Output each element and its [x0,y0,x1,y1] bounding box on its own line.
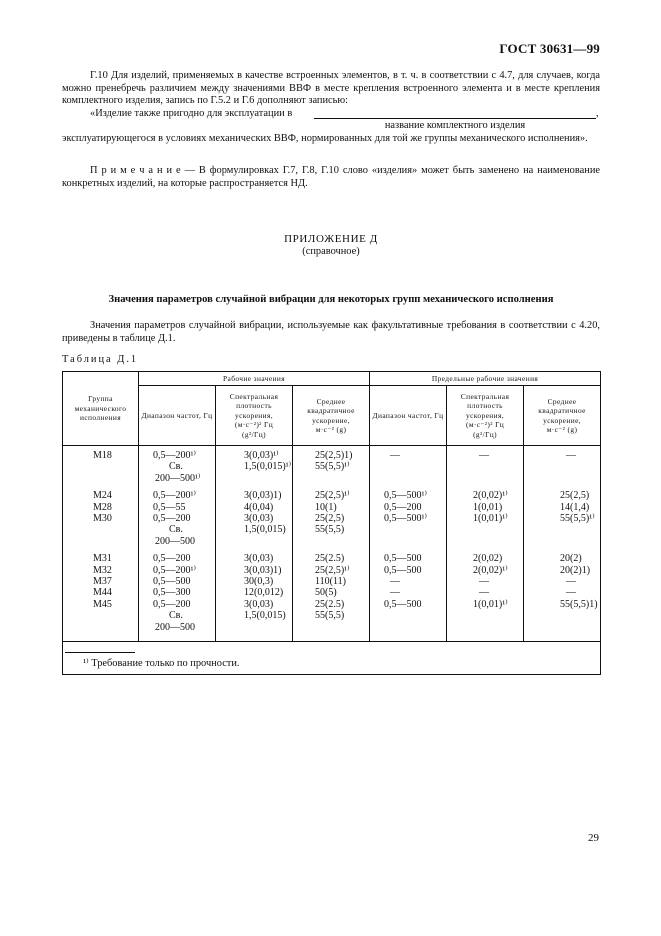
note-label: П р и м е ч а н и е [90,165,181,176]
annex-subtitle: (справочное) [302,246,360,257]
col-header-limit: Предельные рабочие значения [370,372,601,386]
cell-limit-freq-range: 0,5—500¹⁾ [370,490,447,501]
cell-limit-spectral: — [447,576,524,587]
note-paragraph [62,165,600,190]
cell-limit-rms: — [524,587,601,598]
annex-intro: Значения параметров случайной вибрации, используемые как факультативные требования в соответствии с 4.20, приведены в таблице Д.1. [62,320,600,344]
cell-limit-spectral: 1(0,01)¹⁾ [447,513,524,553]
cell-limit-rms: 20(2) [524,553,601,564]
table-body [63,446,601,675]
table-row [63,502,601,513]
table-row [63,490,601,501]
cell-group: М18 [63,446,139,491]
cell-rms: 25(2,5)1) 55(5,5)¹⁾ [293,446,370,491]
cell-rms: 25(2,5)¹⁾ [293,490,370,501]
annex-title: ПРИЛОЖЕНИЕ Д [284,233,378,245]
cell-limit-freq-range: — [370,446,447,491]
col-header-limit-rms: Среднее квадратичное ускорение, м·с⁻² (g) [524,386,601,446]
cell-spectral: 30(0,3) [216,576,293,587]
cell-rms: 25(2.5) [293,553,370,564]
cell-freq-range: 0,5—200¹⁾ Св. 200—500¹⁾ [139,446,216,491]
cell-limit-freq-range: 0,5—500¹⁾ [370,513,447,553]
table-label: Таблица Д.1 [62,354,139,365]
vibration-table [62,371,601,675]
cell-spectral: 12(0,012) [216,587,293,598]
cell-rms: 50(5) [293,587,370,598]
footnote-rule [65,652,135,653]
cell-limit-rms: 14(1,4) [524,502,601,513]
clause-g10-text: Г.10 Для изделий, применяемых в качестве встроенных элементов, в т. ч. в соответствии с 4.7, для случаев, когда можно пренебречь различием между значениями ВВФ в месте крепления встроенного элемента и в месте крепления комплектного изделия, запись по Г.5.2 и Г.6 дополняют записью: [62,70,600,107]
annex-heading: Значения параметров случайной вибрации для некоторых групп механического исполнения [108,294,554,305]
clause-g10-phrase-start: «Изделие также пригодно для эксплуатации в [90,108,293,119]
cell-spectral: 4(0,04) [216,502,293,513]
table-row [63,513,601,553]
cell-rms: 25(2.5) 55(5,5) [293,599,370,642]
cell-limit-spectral: 2(0,02)¹⁾ [447,490,524,501]
cell-freq-range: 0,5—55 [139,502,216,513]
cell-limit-rms: 55(5,5)1) [524,599,601,642]
cell-freq-range: 0,5—200 [139,553,216,564]
page-number: 29 [588,832,599,844]
cell-limit-spectral: 1(0,01) [447,502,524,513]
cell-group: М30 [63,513,139,553]
col-header-freq-range: Диапазон частот, Гц [139,386,216,446]
fill-in-caption: название комплектного изделия [384,120,526,131]
cell-group: М44 [63,587,139,598]
cell-spectral: 3(0,03) [216,553,293,564]
note-text: — В формулировках Г.7, Г.8, Г.10 слово «изделия» может быть заменено на наименование конкретных изделий, на которые распространяется НД. [62,165,600,189]
table-footnote-row [63,642,601,675]
cell-limit-spectral: 2(0,02)¹⁾ [447,565,524,576]
table-row [63,587,601,598]
table-row [63,599,601,642]
table-row [63,446,601,491]
footnote-box [63,642,600,674]
col-header-limit-freq-range: Диапазон частот, Гц [370,386,447,446]
cell-spectral: 3(0,03)1) [216,490,293,501]
cell-spectral: 3(0,03)1) [216,565,293,576]
cell-limit-spectral: — [447,446,524,491]
standard-code: ГОСТ 30631—99 [499,41,600,56]
cell-freq-range: 0,5—200¹⁾ [139,565,216,576]
cell-freq-range: 0,5—200 Св. 200—500 [139,513,216,553]
cell-spectral: 3(0,03) 1,5(0,015) [216,513,293,553]
col-header-spectral: Спектральная плотность ускорения, (м·с⁻²)² Гц (g²/Гц) [216,386,293,446]
cell-group: М28 [63,502,139,513]
clause-g10-end: эксплуатирующегося в условиях механических ВВФ, нормированных для той же группы механического исполнения». [62,133,588,144]
clause-g10-phrase-end: , [596,108,599,119]
cell-limit-rms: — [524,446,601,491]
col-header-rms: Среднее квадратичное ускорение, м·с⁻² (g) [293,386,370,446]
cell-limit-rms: 55(5,5)¹⁾ [524,513,601,553]
cell-limit-freq-range: — [370,576,447,587]
cell-limit-spectral: — [447,587,524,598]
cell-limit-freq-range: 0,5—200 [370,502,447,513]
cell-freq-range: 0,5—300 [139,587,216,598]
fill-in-line [314,118,596,119]
footnote-text: ¹⁾ Требование только по прочности. [83,658,240,670]
cell-group: М31 [63,553,139,564]
clause-g10-phrase [62,108,292,121]
cell-limit-spectral: 1(0,01)¹⁾ [447,599,524,642]
cell-limit-rms: — [524,576,601,587]
cell-limit-spectral: 2(0,02) [447,553,524,564]
cell-freq-range: 0,5—500 [139,576,216,587]
cell-rms: 25(2,5)¹⁾ [293,565,370,576]
table-row [63,565,601,576]
cell-limit-freq-range: 0,5—500 [370,565,447,576]
cell-limit-rms: 25(2,5) [524,490,601,501]
cell-limit-freq-range: — [370,587,447,598]
cell-limit-freq-range: 0,5—500 [370,599,447,642]
cell-group: М24 [63,490,139,501]
cell-spectral: 3(0,03) 1,5(0,015) [216,599,293,642]
cell-rms: 25(2,5) 55(5,5) [293,513,370,553]
cell-limit-freq-range: 0,5—500 [370,553,447,564]
cell-group: М37 [63,576,139,587]
cell-limit-rms: 20(2)1) [524,565,601,576]
col-header-group: Группа механического исполнения [63,372,139,446]
cell-rms: 10(1) [293,502,370,513]
cell-group: М32 [63,565,139,576]
col-header-working: Рабочие значения [139,372,370,386]
table-row [63,576,601,587]
cell-freq-range: 0,5—200 Св. 200—500 [139,599,216,642]
cell-freq-range: 0,5—200¹⁾ [139,490,216,501]
cell-spectral: 3(0,03)¹⁾ 1,5(0,015)¹⁾ [216,446,293,491]
table-row [63,553,601,564]
cell-rms: 110(11) [293,576,370,587]
col-header-limit-spectral: Спектральная плотность ускорения, (м·с⁻²)² Гц (g²/Гц) [447,386,524,446]
cell-group: М45 [63,599,139,642]
